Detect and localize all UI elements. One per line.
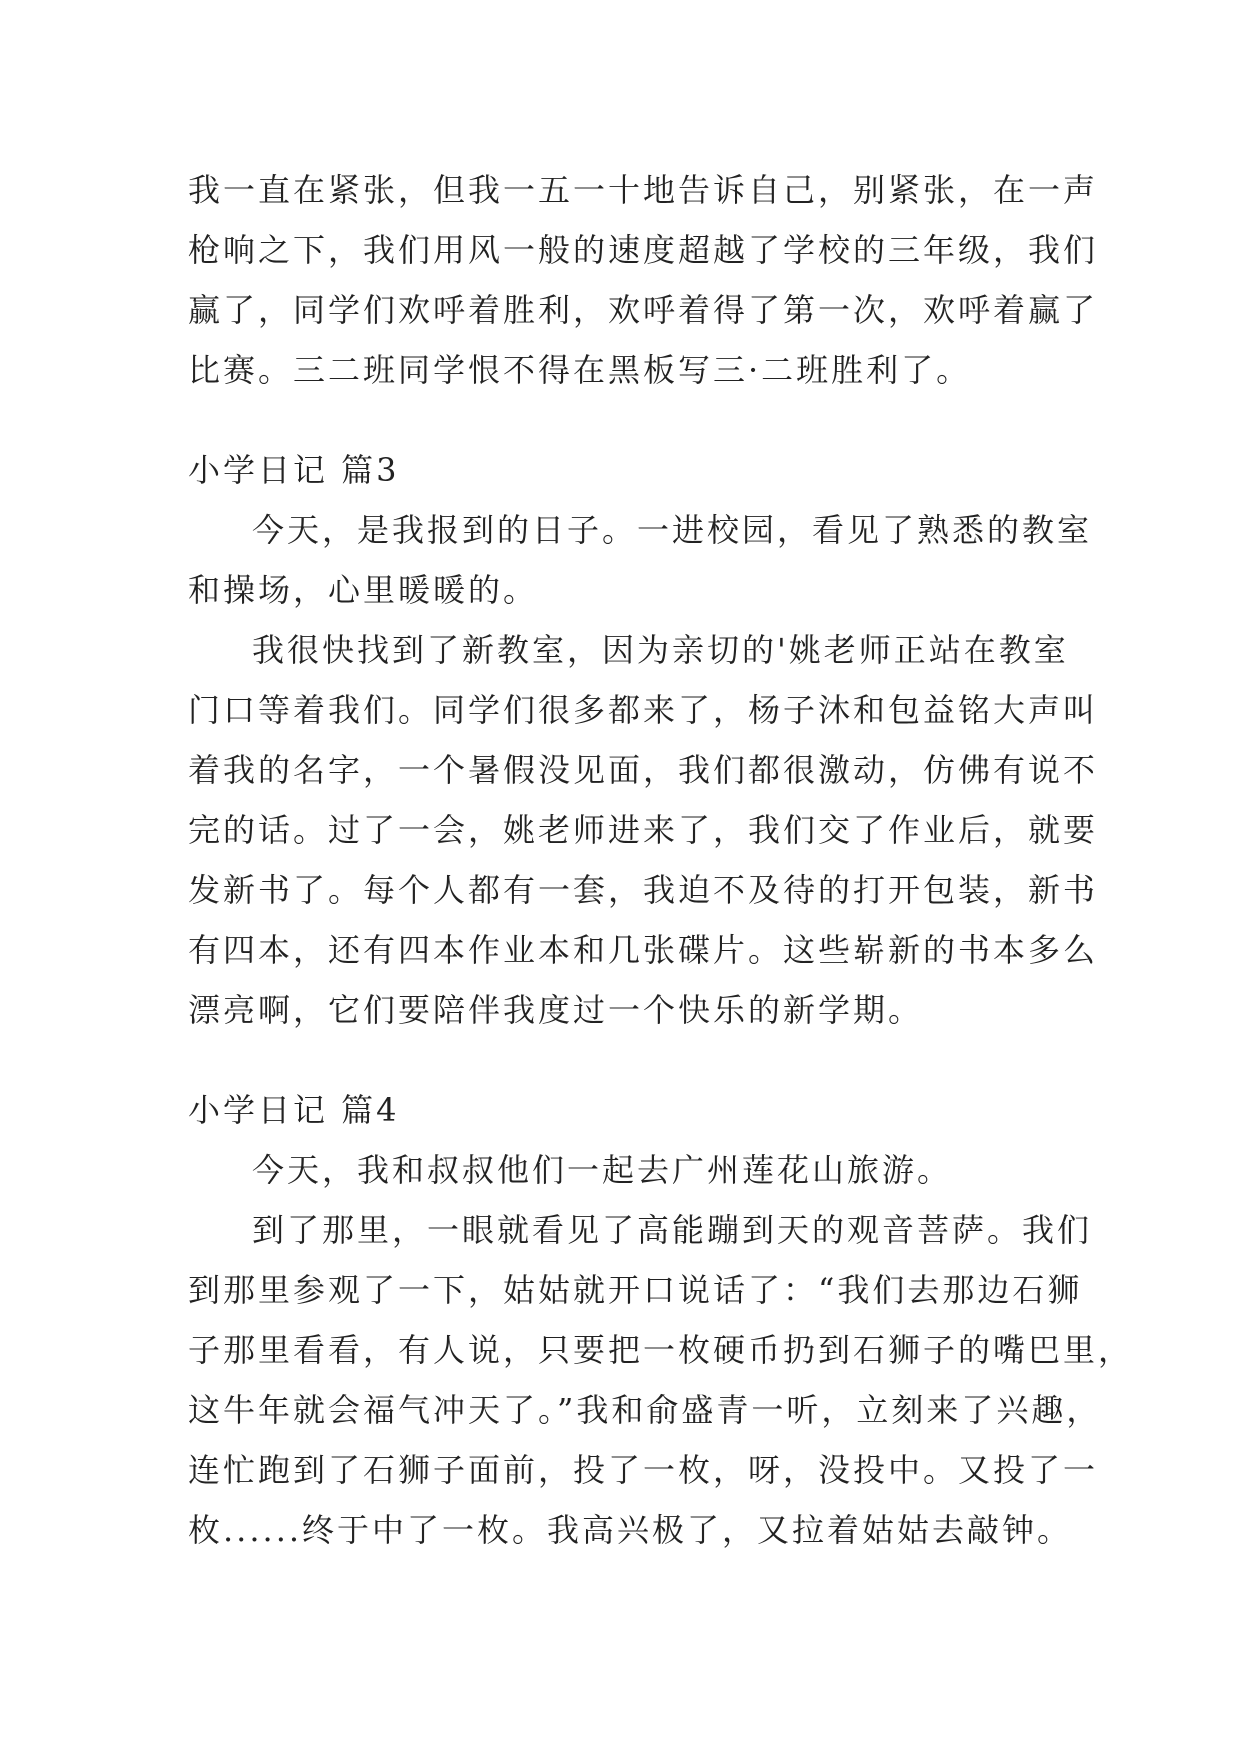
section4-paragraph-1 <box>188 1140 1068 1200</box>
text-line: 我很快找到了新教室，因为亲切的'姚老师正站在教室 <box>252 631 1069 669</box>
text-line: 比赛。三二班同学恨不得在黑板写三·二班胜利了。 <box>188 351 972 389</box>
section3-paragraph-1 <box>188 500 1093 620</box>
text-line: 今天，是我报到的日子。一进校园，看见了熟悉的教室 <box>252 511 1093 549</box>
text-line: 着我的名字，一个暑假没见面，我们都很激动，仿佛有说不 <box>188 751 1099 789</box>
text-line: 到那里参观了一下，姑姑就开口说话了：“我们去那边石狮 <box>188 1271 1083 1309</box>
section3-heading: 小学日记 篇3 <box>188 451 400 489</box>
document-body <box>188 160 1134 1560</box>
text-line: 完的话。过了一会，姚老师进来了，我们交了作业后，就要 <box>188 811 1099 849</box>
text-line: 枪响之下，我们用风一般的速度超越了学校的三年级，我们 <box>188 231 1099 269</box>
text-line: 漂亮啊，它们要陪伴我度过一个快乐的新学期。 <box>188 991 924 1029</box>
text-line: 子那里看看，有人说，只要把一枚硬币扔到石狮子的嘴巴里， <box>188 1331 1134 1369</box>
text-line: 这牛年就会福气冲天了。”我和俞盛青一听，立刻来了兴趣， <box>188 1391 1102 1429</box>
text-line: 发新书了。每个人都有一套，我迫不及待的打开包装，新书 <box>188 871 1099 909</box>
section3-paragraph-2 <box>188 620 1099 1040</box>
text-line: 门口等着我们。同学们很多都来了，杨子沐和包益铭大声叫 <box>188 691 1099 729</box>
text-line: 有四本，还有四本作业本和几张碟片。这些崭新的书本多么 <box>188 931 1099 969</box>
text-line: 枚......终于中了一枚。我高兴极了，又拉着姑姑去敲钟。 <box>188 1511 1073 1549</box>
section2-tail-paragraph <box>188 160 1099 400</box>
text-line: 连忙跑到了石狮子面前，投了一枚，呀，没投中。又投了一 <box>188 1451 1099 1489</box>
section4-heading: 小学日记 篇4 <box>188 1091 400 1129</box>
text-line: 到了那里，一眼就看见了高能蹦到天的观音菩萨。我们 <box>252 1211 1093 1249</box>
text-line: 和操场，心里暖暖的。 <box>188 571 539 609</box>
section-gap <box>188 400 1068 440</box>
text-line: 赢了，同学们欢呼着胜利，欢呼着得了第一次，欢呼着赢了 <box>188 291 1099 329</box>
text-line: 我一直在紧张，但我一五一十地告诉自己，别紧张，在一声 <box>188 171 1099 209</box>
section4-paragraph-2 <box>188 1200 1134 1560</box>
section-gap <box>188 1040 1068 1080</box>
text-line: 今天，我和叔叔他们一起去广州莲花山旅游。 <box>252 1151 953 1189</box>
